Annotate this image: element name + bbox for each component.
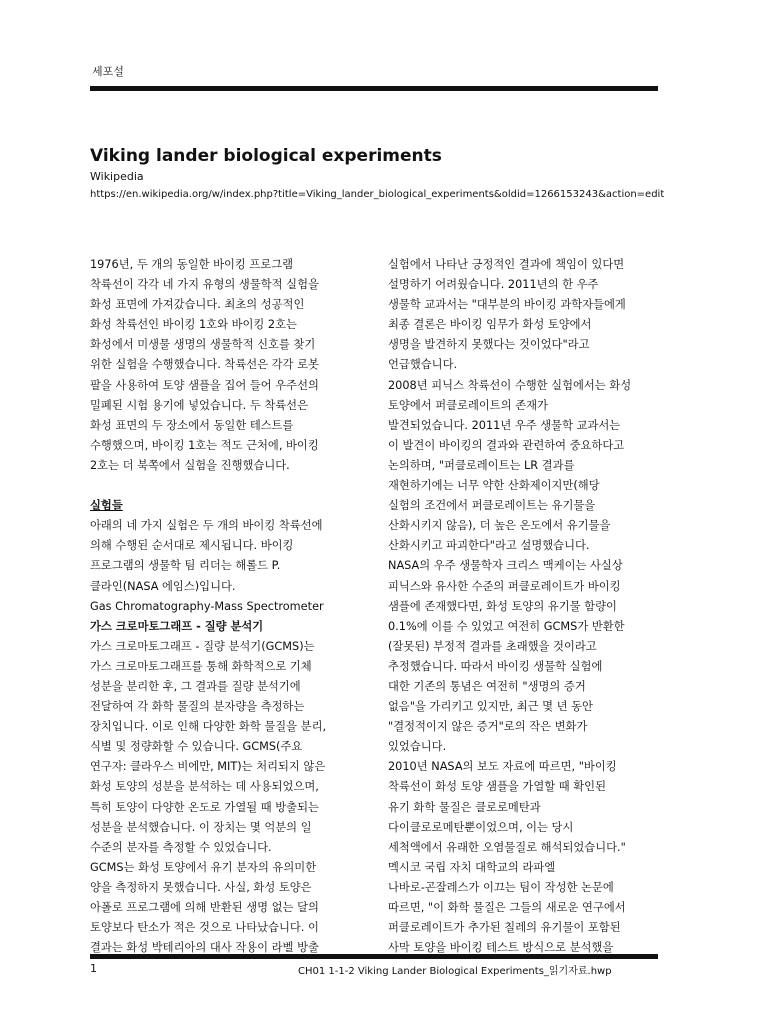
paragraph-gap bbox=[90, 476, 360, 496]
section-paragraph bbox=[90, 516, 360, 616]
text-line: 착륙선이 각각 네 가지 유형의 생물학적 실험을 bbox=[90, 278, 319, 292]
text-line: 샘플에 존재했다면, 화성 토양의 유기물 함량이 bbox=[388, 599, 617, 613]
page-number: 1 bbox=[90, 962, 97, 975]
text-line: 다이클로로메탄뿐이었으며, 이는 당시 bbox=[388, 820, 574, 834]
text-line: 장치입니다. 이로 인해 다양한 화학 물질을 분리, bbox=[90, 720, 327, 734]
text-line: 성분을 분석했습니다. 이 장치는 몇 억분의 일 bbox=[90, 820, 312, 834]
text-line: 화성 착륙선인 바이킹 1호와 바이킹 2호는 bbox=[90, 318, 297, 332]
text-line: 대한 기존의 통념은 여전히 "생명의 증거 bbox=[388, 679, 586, 693]
text-line: 따르면, "이 화학 물질은 그들의 새로운 연구에서 bbox=[388, 901, 626, 914]
text-line: 세척액에서 유래한 오염물질로 해석되었습니다." bbox=[388, 840, 626, 854]
header-rule bbox=[90, 86, 658, 91]
text-line: 있었습니다. bbox=[388, 740, 447, 754]
text-line: 특히 토양이 다양한 온도로 가열될 때 방출되는 bbox=[90, 800, 319, 814]
intro-paragraph bbox=[90, 255, 360, 476]
text-line: 추정했습니다. 따라서 바이킹 생물학 실험에 bbox=[388, 659, 603, 673]
text-line: 가스 크로마토그래프 - 질량 분석기(GCMS)는 bbox=[90, 639, 315, 653]
right-paragraphs bbox=[388, 255, 658, 958]
text-line: 성분을 분리한 후, 그 결과를 질량 분석기에 bbox=[90, 679, 301, 693]
text-line: 팔을 사용하여 토양 샘플을 집어 들어 우주선의 bbox=[90, 378, 319, 392]
text-line: 수행했으며, 바이킹 1호는 적도 근처에, 바이킹 bbox=[90, 438, 319, 452]
text-line: 1976년, 두 개의 동일한 바이킹 프로그램 bbox=[90, 258, 294, 271]
text-line: 발견되었습니다. 2011년 우주 생물학 교과서는 bbox=[388, 418, 621, 432]
text-line: 산화시키지 않음), 더 높은 온도에서 유기물을 bbox=[388, 519, 611, 533]
text-line: 의해 수행된 순서대로 제시됩니다. 바이킹 bbox=[90, 539, 294, 553]
text-line: 논의하며, "퍼클로레이트는 LR 결과를 bbox=[388, 458, 575, 472]
document-url: https://en.wikipedia.org/w/index.php?title=Viking_lander_biological_experiments&oldid=1266153243&action=edit bbox=[90, 189, 665, 200]
text-line: 생명을 발견하지 못했다는 것이었다"라고 bbox=[388, 338, 590, 352]
text-line: 화성 표면의 두 장소에서 동일한 테스트를 bbox=[90, 418, 294, 432]
text-line: "결정적이지 않은 증거"로의 작은 변화가 bbox=[388, 720, 588, 734]
text-line: 2008년 피닉스 착륙선이 수행한 실험에서는 화성 bbox=[388, 378, 632, 392]
text-line: (잘못된) 부정적 결과를 초래했을 것이라고 bbox=[388, 639, 597, 653]
text-line: 피닉스와 유사한 수준의 퍼클로레이트가 바이킹 bbox=[388, 579, 621, 593]
section-heading: 실험들 bbox=[90, 499, 123, 513]
text-line: Gas Chromatography-Mass Spectrometer bbox=[90, 599, 324, 613]
text-line: NASA의 우주 생물학자 크리스 맥케이는 사실상 bbox=[388, 559, 623, 573]
gcms-subheading: 가스 크로마토그래프 - 질량 분석기 bbox=[90, 619, 264, 633]
document-title: Viking lander biological experiments bbox=[90, 146, 442, 166]
text-line: 착륙선이 화성 토양 샘플을 가열할 때 확인된 bbox=[388, 780, 606, 794]
footer-rule bbox=[90, 954, 658, 959]
text-line: 재현하기에는 너무 약한 산화제이지만(해당 bbox=[388, 479, 600, 493]
gcms-paragraph bbox=[90, 637, 360, 959]
text-line: 화성 표면에 가져갔습니다. 최초의 성공적인 bbox=[90, 298, 305, 312]
header-label: 세포설 bbox=[92, 65, 124, 78]
left-column bbox=[90, 255, 360, 958]
text-line: 설명하기 어려웠습니다. 2011년의 한 우주 bbox=[388, 278, 599, 292]
text-line: 아래의 네 가지 실험은 두 개의 바이킹 착륙선에 bbox=[90, 519, 323, 533]
text-line: 토양보다 탄소가 적은 것으로 나타났습니다. 이 bbox=[90, 921, 319, 935]
text-line: 실험에서 나타난 긍정적인 결과에 책임이 있다면 bbox=[388, 258, 625, 271]
text-line: 언급했습니다. bbox=[388, 358, 458, 372]
text-line: 2호는 더 북쪽에서 실험을 진행했습니다. bbox=[90, 458, 290, 472]
document-source: Wikipedia bbox=[90, 170, 144, 183]
text-line: 사막 토양을 바이킹 테스트 방식으로 분석했을 bbox=[388, 941, 614, 955]
text-line: 나바로-곤잘레스가 이끄는 팀이 작성한 논문에 bbox=[388, 880, 614, 894]
text-line: 프로그램의 생물학 팀 리더는 해롤드 P. bbox=[90, 559, 281, 573]
text-line: 없음"을 가리키고 있지만, 최근 몇 년 동안 bbox=[388, 700, 593, 714]
text-line: 아폴로 프로그램에 의해 반환된 생명 없는 달의 bbox=[90, 901, 319, 914]
text-line: 연구자: 클라우스 비에만, MIT)는 처리되지 않은 bbox=[90, 760, 326, 774]
text-line: 위한 실험을 수행했습니다. 착륙선은 각각 로봇 bbox=[90, 358, 319, 372]
text-line: 가스 크로마토그래프를 통해 화학적으로 기체 bbox=[90, 659, 312, 673]
text-line: GCMS는 화성 토양에서 유기 분자의 유의미한 bbox=[90, 860, 317, 874]
text-line: 수준의 분자를 측정할 수 있었습니다. bbox=[90, 840, 272, 854]
text-line: 클라인(NASA 에임스)입니다. bbox=[90, 579, 236, 593]
right-column bbox=[388, 255, 658, 958]
text-line: 최종 결론은 바이킹 임무가 화성 토양에서 bbox=[388, 318, 592, 332]
text-line: 결과는 화성 박테리아의 대사 작용이 라벨 방출 bbox=[90, 941, 319, 955]
footer-filename: CH01 1-1-2 Viking Lander Biological Experiments_읽기자료.hwp bbox=[298, 966, 612, 977]
text-line: 전달하여 각 화학 물질의 분자량을 측정하는 bbox=[90, 700, 305, 714]
text-line: 유기 화학 물질은 클로로메탄과 bbox=[388, 800, 541, 814]
text-line: 토양에서 퍼클로레이트의 존재가 bbox=[388, 398, 548, 412]
text-line: 멕시코 국립 자치 대학교의 라파엘 bbox=[388, 860, 556, 874]
text-line: 퍼클로레이트가 추가된 칠레의 유기물이 포함된 bbox=[388, 921, 621, 935]
text-line: 생물학 교과서는 "대부분의 바이킹 과학자들에게 bbox=[388, 298, 626, 312]
text-line: 이 발견이 바이킹의 결과와 관련하여 중요하다고 bbox=[388, 438, 625, 452]
text-line: 산화시키고 파괴한다"라고 설명했습니다. bbox=[388, 539, 590, 553]
text-line: 양을 측정하지 못했습니다. 사실, 화성 토양은 bbox=[90, 880, 312, 894]
text-line: 식별 및 정량화할 수 있습니다. GCMS(주요 bbox=[90, 740, 303, 754]
text-line: 화성 토양의 성분을 분석하는 데 사용되었으며, bbox=[90, 780, 319, 794]
text-line: 2010년 NASA의 보도 자료에 따르면, "바이킹 bbox=[388, 760, 617, 774]
text-line: 밀폐된 시험 용기에 넣었습니다. 두 착륙선은 bbox=[90, 398, 308, 412]
text-line: 실험의 조건에서 퍼클로레이트는 유기물을 bbox=[388, 499, 596, 513]
text-line: 화성에서 미생물 생명의 생물학적 신호를 찾기 bbox=[90, 338, 316, 352]
text-line: 0.1%에 이를 수 있었고 여전히 GCMS가 반환한 bbox=[388, 619, 625, 633]
